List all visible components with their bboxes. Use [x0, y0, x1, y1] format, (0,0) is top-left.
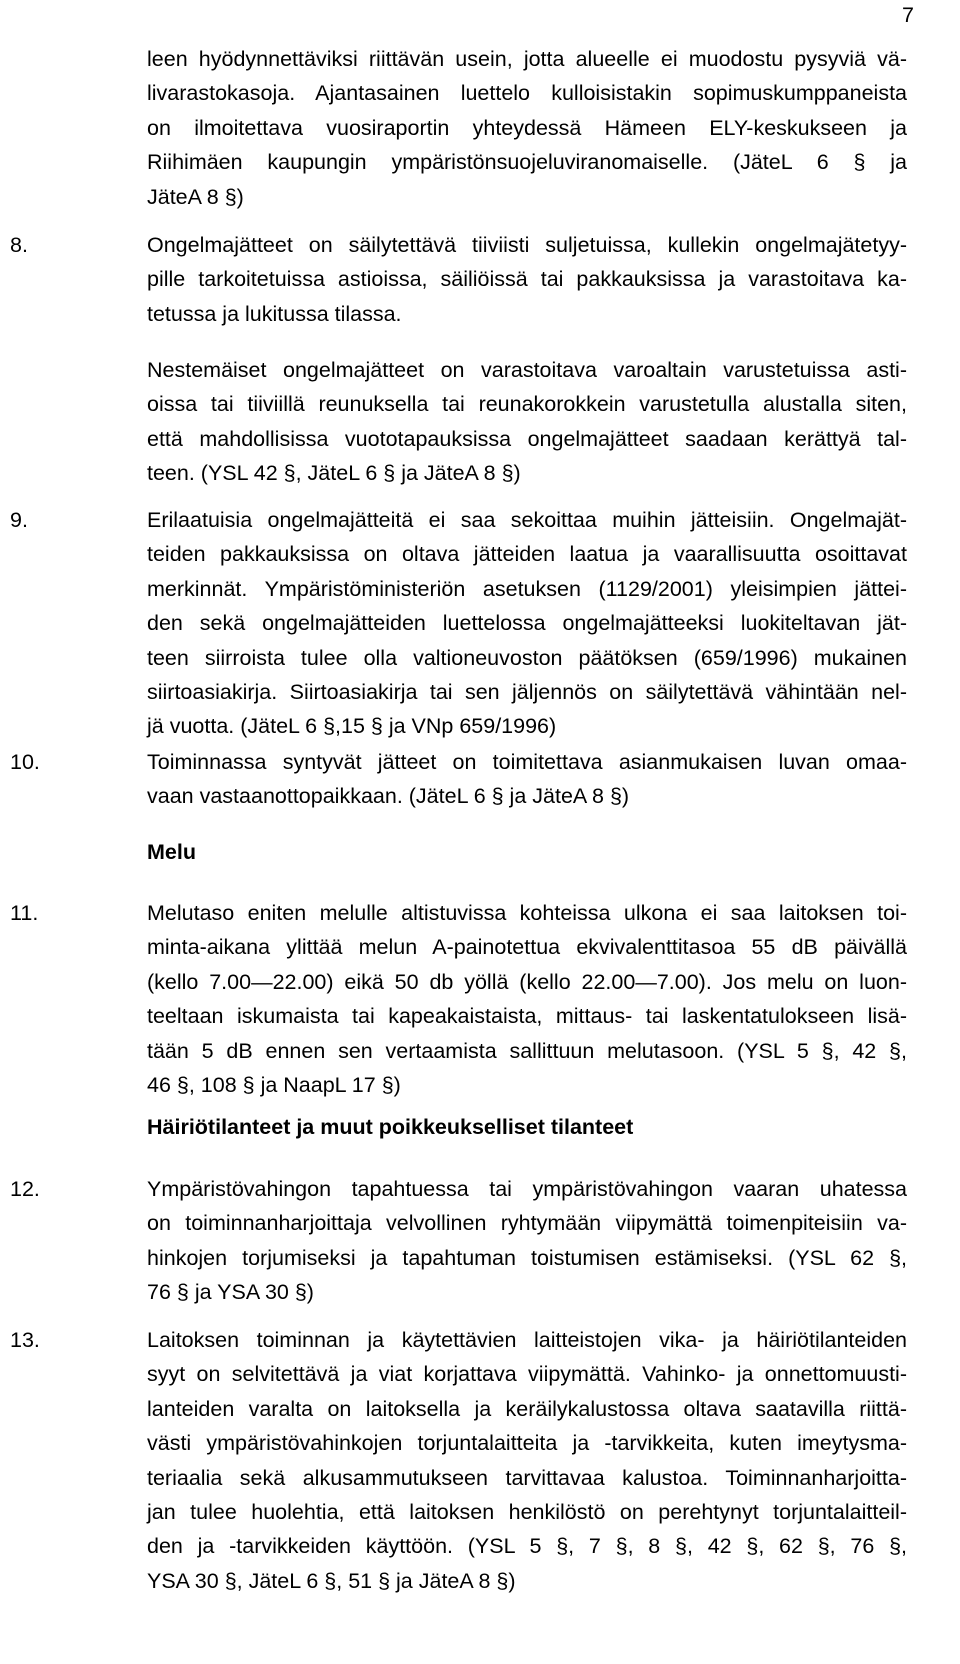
item-10 [10, 745, 907, 814]
text-line: teeltaan iskumaista tai kapeakaistaista, mittaus- tai laskentatulokseen lisä- [147, 1004, 907, 1029]
text-line: Erilaatuisia ongelmajätteitä ei saa sekoittaa muihin jätteisiin. Ongelmajät- [147, 508, 907, 532]
text-line: leen hyödynnettäviksi riittävän usein, jotta alueelle ei muodostu pysyviä vä- [147, 47, 907, 71]
text-line: on toiminnanharjoittaja velvollinen ryhtymään viipymättä toimenpiteisiin va- [147, 1211, 907, 1236]
item-12 [10, 1172, 907, 1310]
text-line: vaan vastaanottopaikkaan. (JäteL 6 § ja JäteA 8 §) [147, 784, 630, 809]
text-line: Toiminnassa syntyvät jätteet on toimitettava asianmukaisen luvan omaa- [147, 750, 907, 774]
text-line: hinkojen torjumiseksi ja tapahtuman toistumisen estämiseksi. (YSL 62 §, [147, 1245, 907, 1270]
text-line: 46 §, 108 § ja NaapL 17 §) [147, 1073, 401, 1098]
text-line: teriaalia sekä alkusammutukseen tarvittavaa kalustoa. Toiminnanharjoitta- [147, 1465, 907, 1490]
text-line: teen. (YSL 42 §, JäteL 6 § ja JäteA 8 §) [147, 461, 521, 486]
text-line: teen siirroista tulee olla valtioneuvoston päätöksen (659/1996) mukainen [147, 645, 907, 670]
text-line: että mahdollisissa vuototapauksissa ongelmajätteet saadaan kerättyä tal- [147, 426, 907, 451]
text-line: JäteA 8 §) [147, 184, 244, 209]
text-line: livarastokasoja. Ajantasainen luettelo kulloisistakin sopimuskumppaneista [147, 81, 907, 106]
item-8-paragraph-2 [147, 353, 907, 491]
text-line: Ympäristövahingon tapahtuessa tai ympäristövahingon vaaran uhatessa [147, 1177, 907, 1201]
text-line: 76 § ja YSA 30 §) [147, 1280, 314, 1305]
text-line: jan tulee huolehtia, että laitoksen henkilöstö on perehtynyt torjuntalaitteil- [147, 1500, 907, 1525]
section-heading-hairiotilanteet: Häiriötilanteet ja muut poikkeukselliset tilanteet [147, 1115, 634, 1139]
item-number: 9. [10, 508, 28, 532]
text-line: Laitoksen toiminnan ja käytettävien laitteistojen vika- ja häiriötilanteiden [147, 1328, 907, 1352]
text-line: siirtoasiakirja. Siirtoasiakirja tai sen jäljennös on säilytettävä vähintään nel- [147, 680, 907, 705]
text-line: Riihimäen kaupungin ympäristönsuojeluviranomaiselle. (JäteL 6 § ja [147, 150, 907, 175]
item-number: 10. [10, 750, 40, 774]
text-line: Ongelmajätteet on säilytettävä tiiviisti suljetuissa, kullekin ongelmajätetyy- [147, 233, 907, 257]
text-line: den ja -tarvikkeiden käyttöön. (YSL 5 §, 7 §, 8 §, 42 §, 62 §, 76 §, [147, 1534, 907, 1559]
text-line: on ilmoitettava vuosiraportin yhteydessä Hämeen ELY-keskukseen ja [147, 115, 907, 140]
intro-paragraph [147, 42, 907, 214]
text-line: (kello 7.00—22.00) eikä 50 db yöllä (kello 22.00—7.00). Jos melu on luon- [147, 969, 907, 994]
text-line: minta-aikana ylittää melun A-painotettua ekvivalenttitasoa 55 dB päivällä [147, 935, 907, 960]
text-line: merkinnät. Ympäristöministeriön asetuksen (1129/2001) yleisimpien jättei- [147, 576, 907, 601]
section-heading-melu: Melu [147, 840, 196, 864]
text-line: syyt on selvitettävä ja viat korjattava viipymättä. Vahinko- ja onnettomuusti- [147, 1362, 907, 1387]
text-line: tetussa ja lukitussa tilassa. [147, 301, 402, 326]
text-line: västi ympäristövahinkojen torjuntalaitteita ja -tarvikkeita, kuten imeytysma- [147, 1431, 907, 1456]
text-line: tään 5 dB ennen sen vertaamista sallittuun melutasoon. (YSL 5 §, 42 §, [147, 1038, 907, 1063]
page-number: 7 [902, 3, 914, 27]
item-13 [10, 1323, 907, 1598]
text-line: oissa tai tiiviillä reunuksella tai reunakorokkein varustetulla alustalla siten, [147, 392, 907, 417]
item-number: 8. [10, 233, 28, 257]
text-line: jä vuotta. (JäteL 6 §,15 § ja VNp 659/1996) [147, 714, 557, 739]
item-number: 12. [10, 1177, 40, 1201]
text-line: pille tarkoitetuissa astioissa, säiliöissä tai pakkauksissa ja varastoitava ka- [147, 267, 907, 292]
text-line: Nestemäiset ongelmajätteet on varastoitava varoaltain varustetuissa asti- [147, 358, 907, 382]
text-line: teiden pakkauksissa on oltava jätteiden laatua ja vaarallisuutta osoittavat [147, 542, 907, 567]
item-number: 13. [10, 1328, 40, 1352]
item-9 [10, 503, 907, 744]
text-line: lanteiden varalta on laitoksella ja keräilykalustossa oltava saatavilla riittä- [147, 1396, 907, 1421]
text-line: YSA 30 §, JäteL 6 §, 51 § ja JäteA 8 §) [147, 1568, 516, 1593]
item-8 [10, 228, 907, 331]
item-number: 11. [10, 901, 39, 925]
text-line: den sekä ongelmajätteiden luettelossa ongelmajätteeksi luokiteltavan jät- [147, 611, 907, 636]
text-line: Melutaso eniten melulle altistuvissa kohteissa ulkona ei saa laitoksen toi- [147, 901, 907, 925]
item-11 [10, 896, 907, 1102]
